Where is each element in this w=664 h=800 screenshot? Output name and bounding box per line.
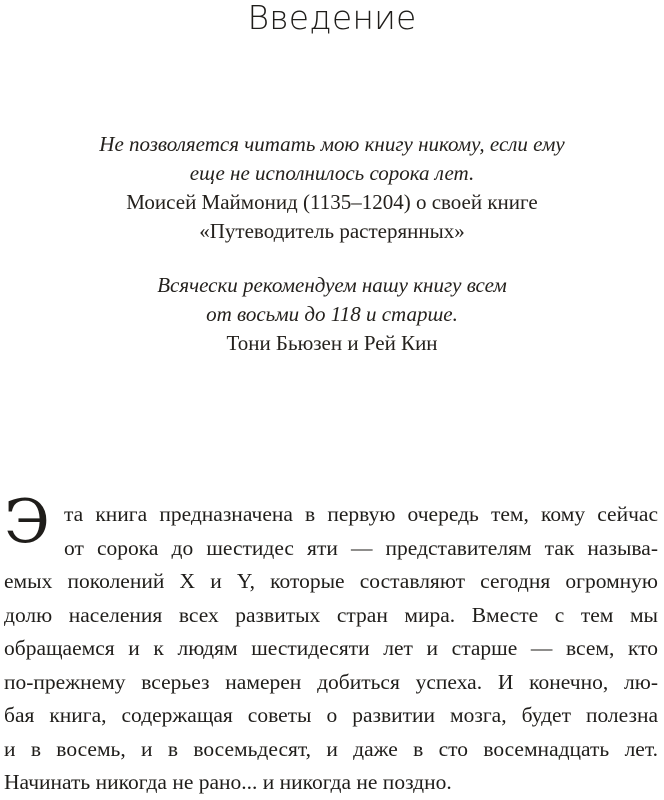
- body-line: долю населения всех развитых стран мира. Вместе с тем мы: [4, 602, 658, 627]
- body-line: та книга предназначена в первую очередь тем, кому сейчас: [64, 502, 658, 526]
- body-line: емых поколений X и Y, которые составляют сегодня огромную: [4, 569, 658, 593]
- epigraph-author-line: «Путеводитель растерянных»: [199, 219, 465, 243]
- body-line: по-прежнему всерьез намерен добиться успеха. И конечно, лю-: [4, 669, 658, 694]
- epigraphs: [0, 130, 664, 383]
- drop-cap: Э: [4, 487, 50, 557]
- body-line: Начинать никогда не рано... и никогда не поздно.: [4, 770, 452, 794]
- epigraph-quote-line: Не позволяется читать мою книгу никому, если ему: [99, 132, 565, 156]
- body-line: обращаемся и к людям шестидесяти лет и старше — всем, кто: [4, 636, 658, 660]
- chapter-title: Введение: [247, 0, 417, 37]
- epigraph-quote-line: от восьми до 118 и старше.: [206, 302, 458, 326]
- body-line: бая книга, содержащая советы о развитии мозга, будет полезна: [4, 703, 658, 727]
- epigraph-author-line: Моисей Маймонид (1135–1204) о своей книге: [126, 190, 538, 214]
- epigraph-quote-line: еще не исполнилось сорока лет.: [189, 161, 475, 185]
- epigraph-buzan-keene: [0, 271, 664, 358]
- epigraph-maimonides: [0, 130, 664, 246]
- body-line: от сорока до шестидес яти — представителям так называ-: [64, 535, 658, 560]
- body-line: и в восемь, и в восемьдесят, и даже в сто восемнадцать лет.: [4, 736, 658, 761]
- body-paragraph: [4, 487, 658, 800]
- epigraph-quote-line: Всячески рекомендуем нашу книгу всем: [157, 273, 507, 297]
- epigraph-author-line: Тони Бьюзен и Рей Кин: [226, 331, 438, 355]
